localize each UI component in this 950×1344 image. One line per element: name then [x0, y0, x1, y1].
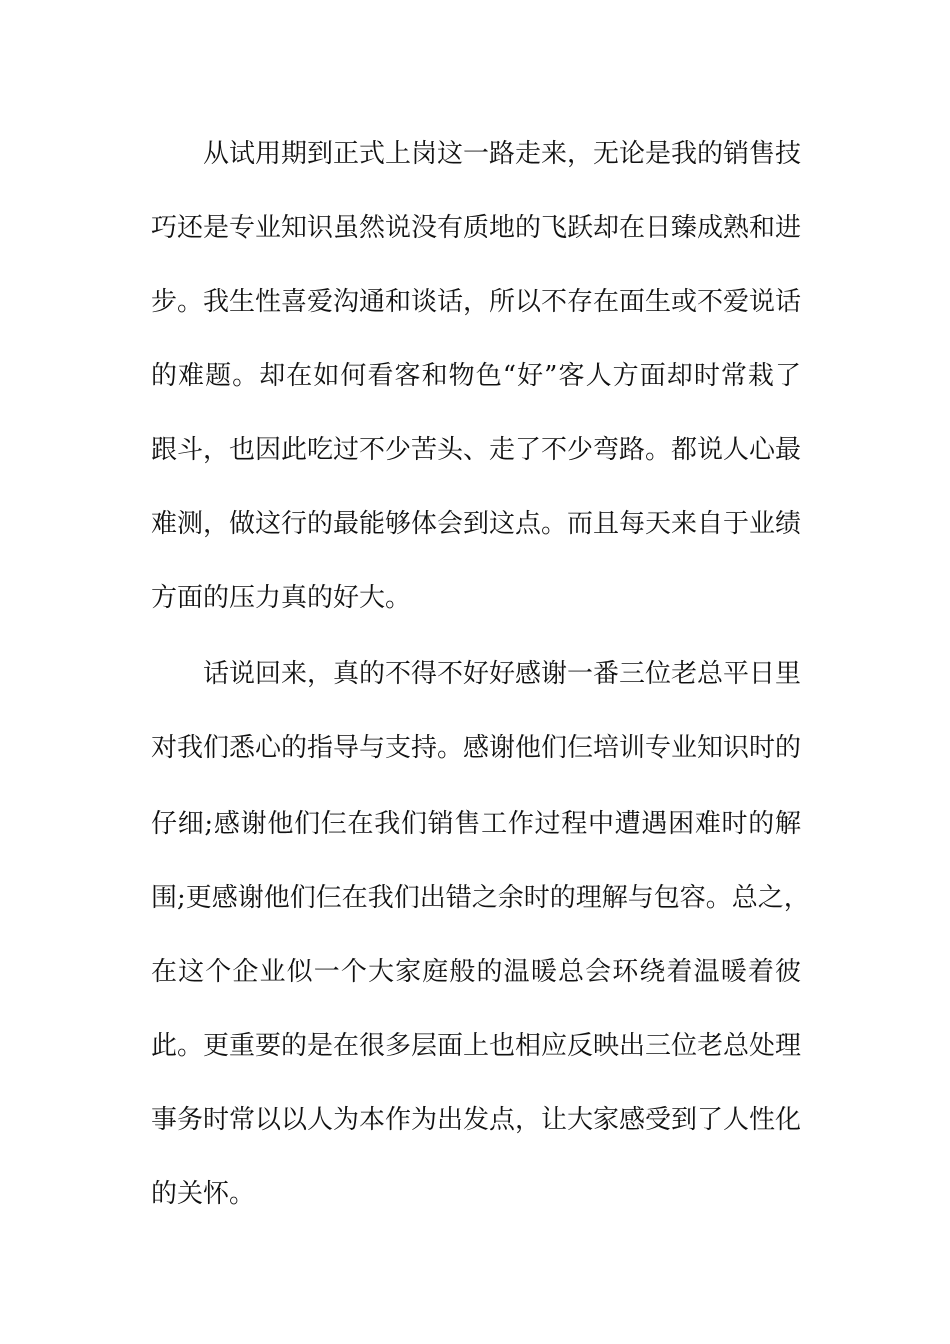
text-line: 对我们悉心的指导与支持。感谢他们仨培训专业知识时的: [151, 733, 802, 763]
text-line: 的关怀。: [151, 1179, 256, 1209]
text-line: 巧还是专业知识虽然说没有质地的飞跃却在日臻成熟和进: [151, 213, 802, 243]
text-line: 话说回来，真的不得不好好感谢一番三位老总平日里: [203, 659, 802, 689]
text-line: 从试用期到正式上岗这一路走来，无论是我的销售技: [203, 139, 802, 169]
text-line: 方面的压力真的好大。: [151, 583, 412, 613]
text-line: 仔细;感谢他们仨在我们销售工作过程中遭遇困难时的解: [151, 809, 801, 839]
text-line: 事务时常以以人为本作为出发点，让大家感受到了人性化: [151, 1105, 802, 1135]
text-line: 难测，做这行的最能够体会到这点。而且每天来自于业绩: [151, 509, 802, 539]
text-line: 步。我生性喜爱沟通和谈话，所以不存在面生或不爱说话: [151, 287, 802, 317]
text-line: 的难题。却在如何看客和物色“好”客人方面却时常栽了: [151, 361, 801, 391]
text-line: 围;更感谢他们仨在我们出错之余时的理解与包容。总之，: [151, 883, 810, 913]
text-line: 在这个企业似一个大家庭般的温暖总会环绕着温暖着彼: [151, 957, 801, 987]
text-line: 跟斗，也因此吃过不少苦头、走了不少弯路。都说人心最: [151, 435, 802, 465]
text-line: 此。更重要的是在很多层面上也相应反映出三位老总处理: [151, 1031, 802, 1061]
